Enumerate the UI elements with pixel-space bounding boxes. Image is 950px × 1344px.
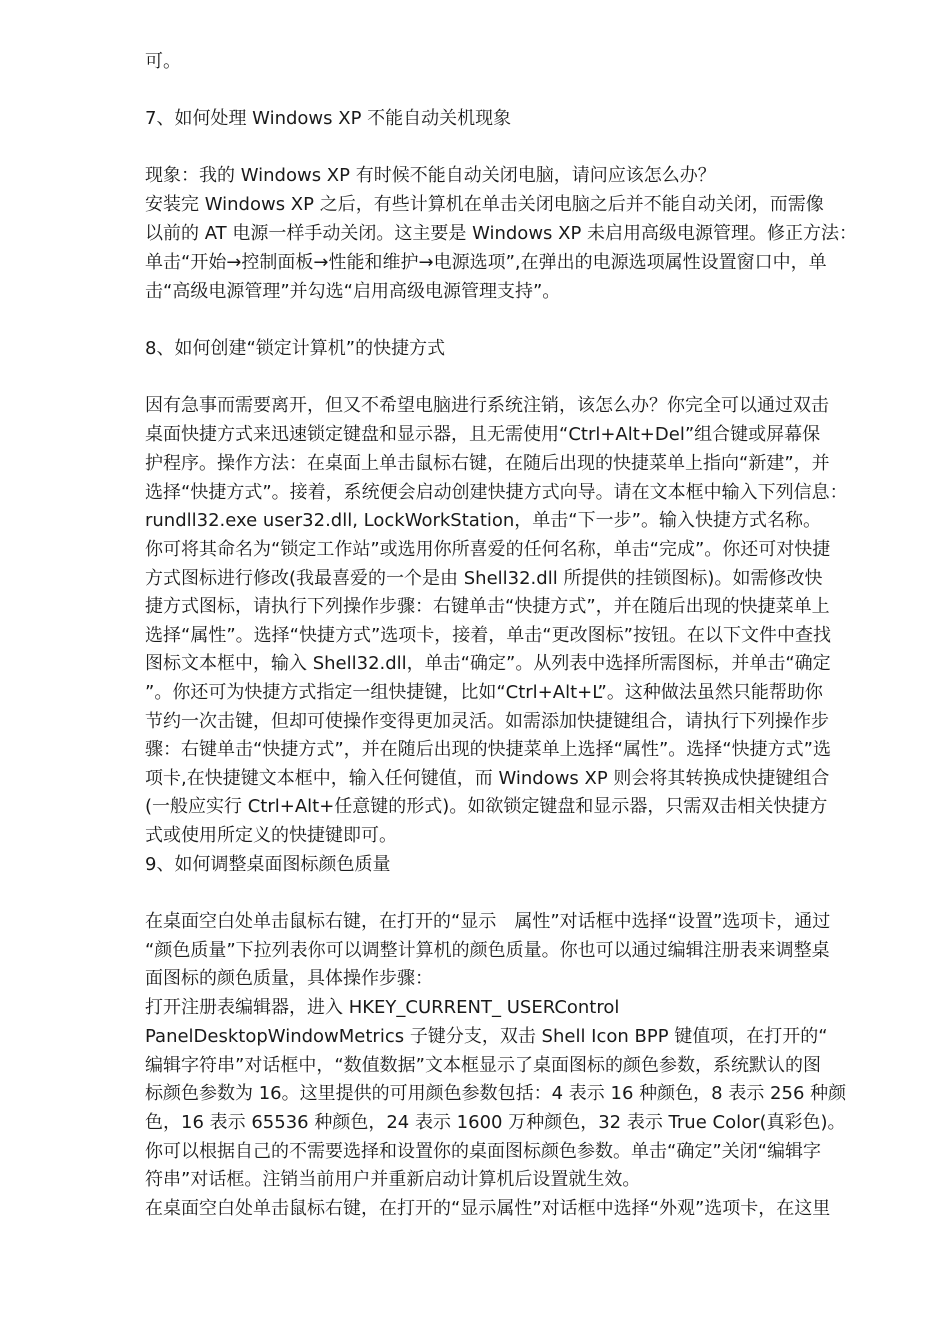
text-line: 护程序。操作方法：在桌面上单击鼠标右键，在随后出现的快捷菜单上指向“新建”，并 [145,453,830,474]
text-line: rundll32.exe user32.dll, LockWorkStation，单击“下一步”。输入快捷方式名称。 [145,510,821,531]
text-line: “颜色质量”下拉列表你可以调整计算机的颜色质量。你也可以通过编辑注册表来调整桌 [145,940,830,961]
text-line: 安装完 Windows XP 之后，有些计算机在单击关闭电脑之后并不能自动关闭，而需像 [145,194,824,215]
text-line: 打开注册表编辑器，进入 HKEY_CURRENT_ USERControl [145,997,620,1018]
section-heading-7: 7、如何处理 Windows XP 不能自动关机现象 [145,108,512,129]
text-line: PanelDesktopWindowMetrics 子键分支，双击 Shell Icon BPP 键值项，在打开的“ [145,1026,828,1047]
section-heading-9: 9、如何调整桌面图标颜色质量 [145,854,391,875]
text-line: 面图标的颜色质量，具体操作步骤： [145,968,433,989]
text-line: (一般应实行 Ctrl+Alt+任意键的形式)。如欲锁定键盘和显示器，只需双击相关快捷方 [145,796,828,817]
text-line: 捷方式图标，请执行下列操作步骤：右键单击“快捷方式”，并在随后出现的快捷菜单上 [145,596,830,617]
text-line: 色，16 表示 65536 种颜色，24 表示 1600 万种颜色，32 表示 True Color(真彩色)。 [145,1112,846,1133]
text-line: 图标文本框中，输入 Shell32.dll，单击“确定”。从列表中选择所需图标，并单击“确定 [145,653,831,674]
text-line: 单击“开始→控制面板→性能和维护→电源选项”,在弹出的电源选项属性设置窗口中，单 [145,252,827,273]
text-line: 现象：我的 Windows XP 有时候不能自动关闭电脑，请问应该怎么办？ [145,165,716,186]
text-line: 标颜色参数为 16。这里提供的可用颜色参数包括：4 表示 16 种颜色，8 表示 256 种颜 [145,1083,847,1104]
text-line: 方式图标进行修改(我最喜爱的一个是由 Shell32.dll 所提供的挂锁图标)。如需修改快 [145,568,823,589]
section-heading-8: 8、如何创建“锁定计算机”的快捷方式 [145,338,446,359]
text-line: 编辑字符串”对话框中，“数值数据”文本框显示了桌面图标的颜色参数，系统默认的图 [145,1055,821,1076]
text-line: 在桌面空白处单击鼠标右键，在打开的“显示属性”对话框中选择“外观”选项卡，在这里 [145,1198,831,1219]
text-line: ”。你还可为快捷方式指定一组快捷键，比如“Ctrl+Alt+L”。这种做法虽然只能帮助你 [145,682,823,703]
text-line: 式或使用所定义的快捷键即可。 [145,825,397,846]
text-line: 在桌面空白处单击鼠标右键，在打开的“显示 属性”对话框中选择“设置”选项卡，通过 [145,911,831,932]
text-line: 符串”对话框。注销当前用户并重新启动计算机后设置就生效。 [145,1169,641,1190]
text-line: 以前的 AT 电源一样手动关闭。这主要是 Windows XP 未启用高级电源管理。修正方法： [145,223,858,244]
text-line: 因有急事而需要离开，但又不希望电脑进行系统注销，该怎么办？你完全可以通过双击 [145,395,829,416]
text-line: 选择“快捷方式”。接着，系统便会启动创建快捷方式向导。请在文本框中输入下列信息： [145,482,848,503]
text-line: 可。 [145,51,181,72]
text-line: 选择“属性”。选择“快捷方式”选项卡，接着，单击“更改图标”按钮。在以下文件中查找 [145,625,831,646]
text-line: 项卡,在快捷键文本框中，输入任何键值，而 Windows XP 则会将其转换成快捷键组合 [145,768,830,789]
text-line: 骤：右键单击“快捷方式”，并在随后出现的快捷菜单上选择“属性”。选择“快捷方式”选 [145,739,831,760]
text-line: 你可以根据自己的不需要选择和设置你的桌面图标颜色参数。单击“确定”关闭“编辑字 [145,1141,821,1162]
text-line: 节约一次击键，但却可使操作变得更加灵活。如需添加快捷键组合，请执行下列操作步 [145,711,829,732]
text-line: 桌面快捷方式来迅速锁定键盘和显示器，且无需使用“Ctrl+Alt+Del”组合键或屏幕保 [145,424,821,445]
text-line: 击“高级电源管理”并勾选“启用高级电源管理支持”。 [145,281,561,302]
text-line: 你可将其命名为“锁定工作站”或选用你所喜爱的任何名称，单击“完成”。你还可对快捷 [145,539,831,560]
